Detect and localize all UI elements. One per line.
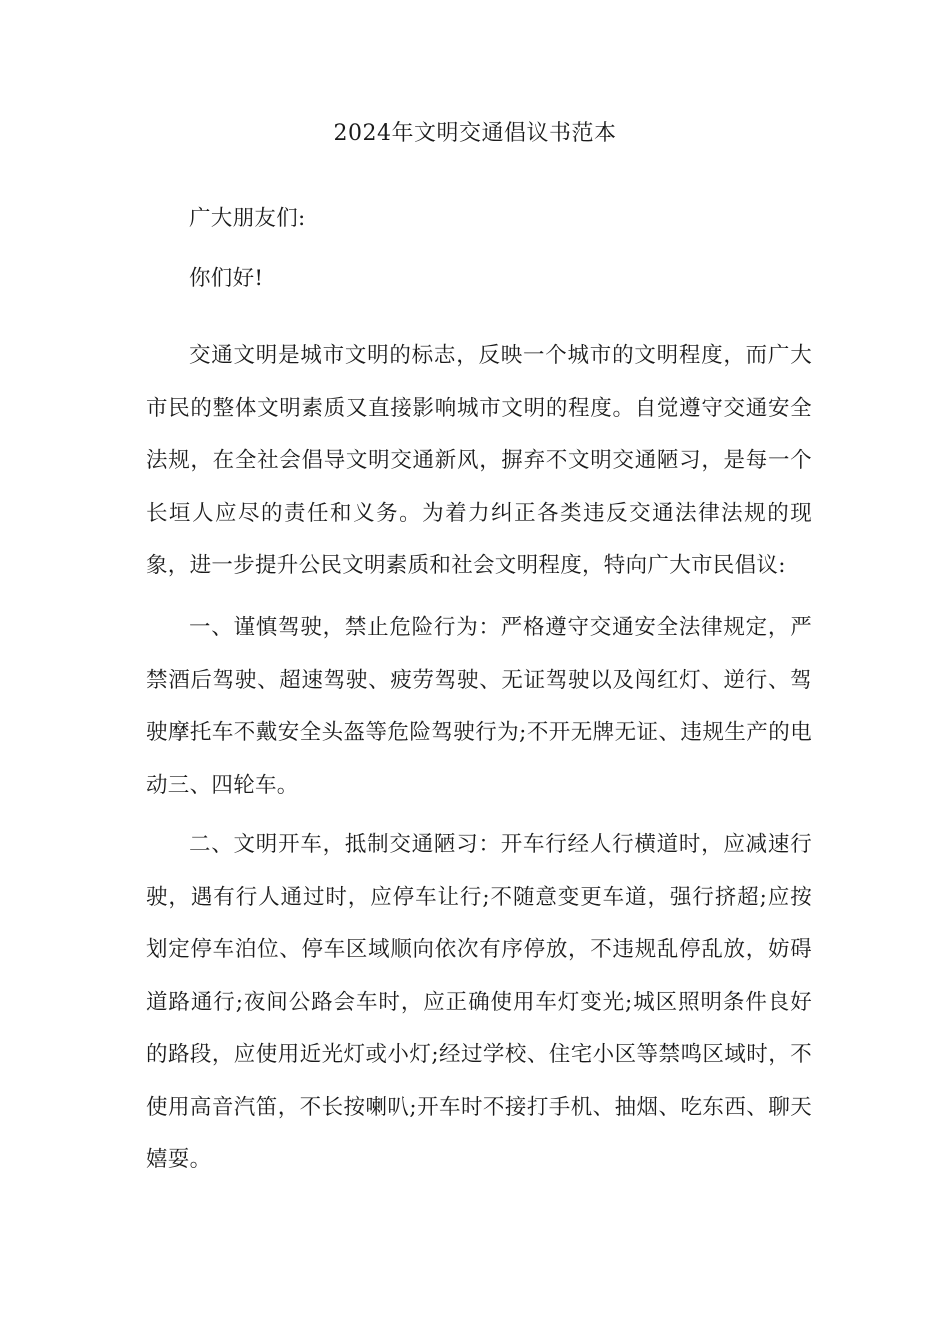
- salutation: 广大朋友们:: [189, 206, 306, 231]
- document-title: 2024年文明交通倡议书范本: [333, 121, 617, 146]
- greeting: 你们好!: [189, 266, 264, 291]
- proposal-one-paragraph: 一、谨慎驾驶，禁止危险行为：严格遵守交通安全法律规定，严禁酒后驾驶、超速驾驶、疲劳驾驶、无证驾驶以及闯红灯、逆行、驾驶摩托车不戴安全头盔等危险驾驶行为;不开无牌无证、违规生产的电动三、四轮车。: [146, 615, 812, 798]
- proposal-two-paragraph: 二、文明开车，抵制交通陋习：开车行经人行横道时，应减速行驶，遇有行人通过时，应停车让行;不随意变更车道，强行挤超;应按划定停车泊位、停车区域顺向依次有序停放，不违规乱停乱放，妨碍道路通行;夜间公路会车时，应正确使用车灯变光;城区照明条件良好的路段，应使用近光灯或小灯;经过学校、住宅小区等禁鸣区域时，不使用高音汽笛，不长按喇叭;开车时不接打手机、抽烟、吃东西、聊天嬉耍。: [146, 832, 812, 1172]
- intro-paragraph: 交通文明是城市文明的标志，反映一个城市的文明程度，而广大市民的整体文明素质又直接影响城市文明的程度。自觉遵守交通安全法规，在全社会倡导文明交通新风，摒弃不文明交通陋习，是每一个长垣人应尽的责任和义务。为着力纠正各类违反交通法律法规的现象，进一步提升公民文明素质和社会文明程度，特向广大市民倡议:: [146, 343, 812, 578]
